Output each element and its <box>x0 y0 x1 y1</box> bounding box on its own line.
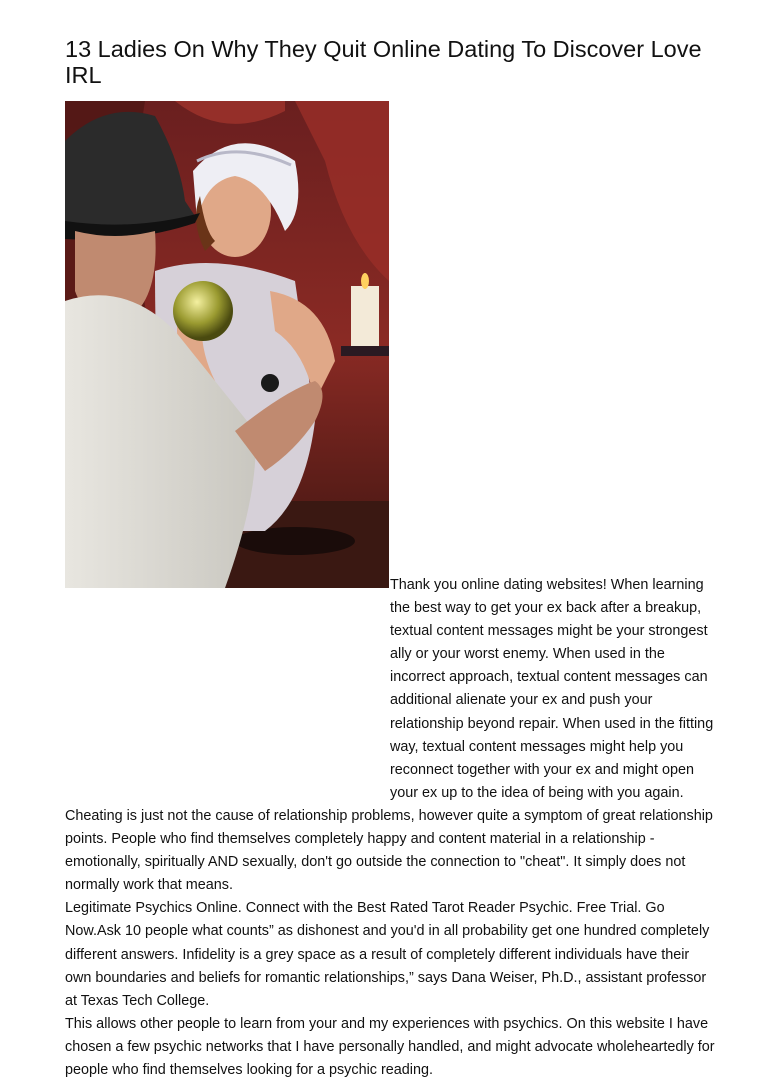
page-title: 13 Ladies On Why They Quit Online Dating To Discover Love IRL <box>65 36 702 88</box>
fortune-teller-photo <box>65 101 389 588</box>
fortune-teller-illustration <box>65 101 389 588</box>
paragraph: Legitimate Psychics Online. Connect with the Best Rated Tarot Reader Psychic. Free Trial. Go Now.Ask 10 people what counts” as dishonest and you'd in all probability get one hundred completely different answers. Infidelity is a grey space as a result of completely different individuals have their own boundaries and beliefs for romantic relationships,” says Dana Weiser, Ph.D., assistant professor at Texas Tech College. <box>65 900 710 1009</box>
paragraph: This allows other people to learn from your and my experiences with psychics. On this website I have chosen a few psychic networks that I have personally handled, and might advocate wholeheartedly for people who find themselves looking for a psychic reading. <box>65 1015 715 1078</box>
paragraph: Cheating is just not the cause of relationship problems, however quite a symptom of great relationship points. People who find themselves completely happy and content material in a relationship - emotionally, spiritually AND sexually, don't go outside the connection to "cheat". It simply does not normally work that means. <box>65 807 713 894</box>
article-body <box>65 574 715 1082</box>
paragraph: Thank you online dating websites! When learning the best way to get your ex back after a breakup, textual content messages might be your strongest ally or your worst enemy. When used in the incorrect approach, textual content messages can additional alienate your ex and push your relationship beyond repair. When used in the fitting way, textual content messages might help you reconnect together with your ex and might open your ex up to the idea of being with you again. <box>390 577 714 801</box>
